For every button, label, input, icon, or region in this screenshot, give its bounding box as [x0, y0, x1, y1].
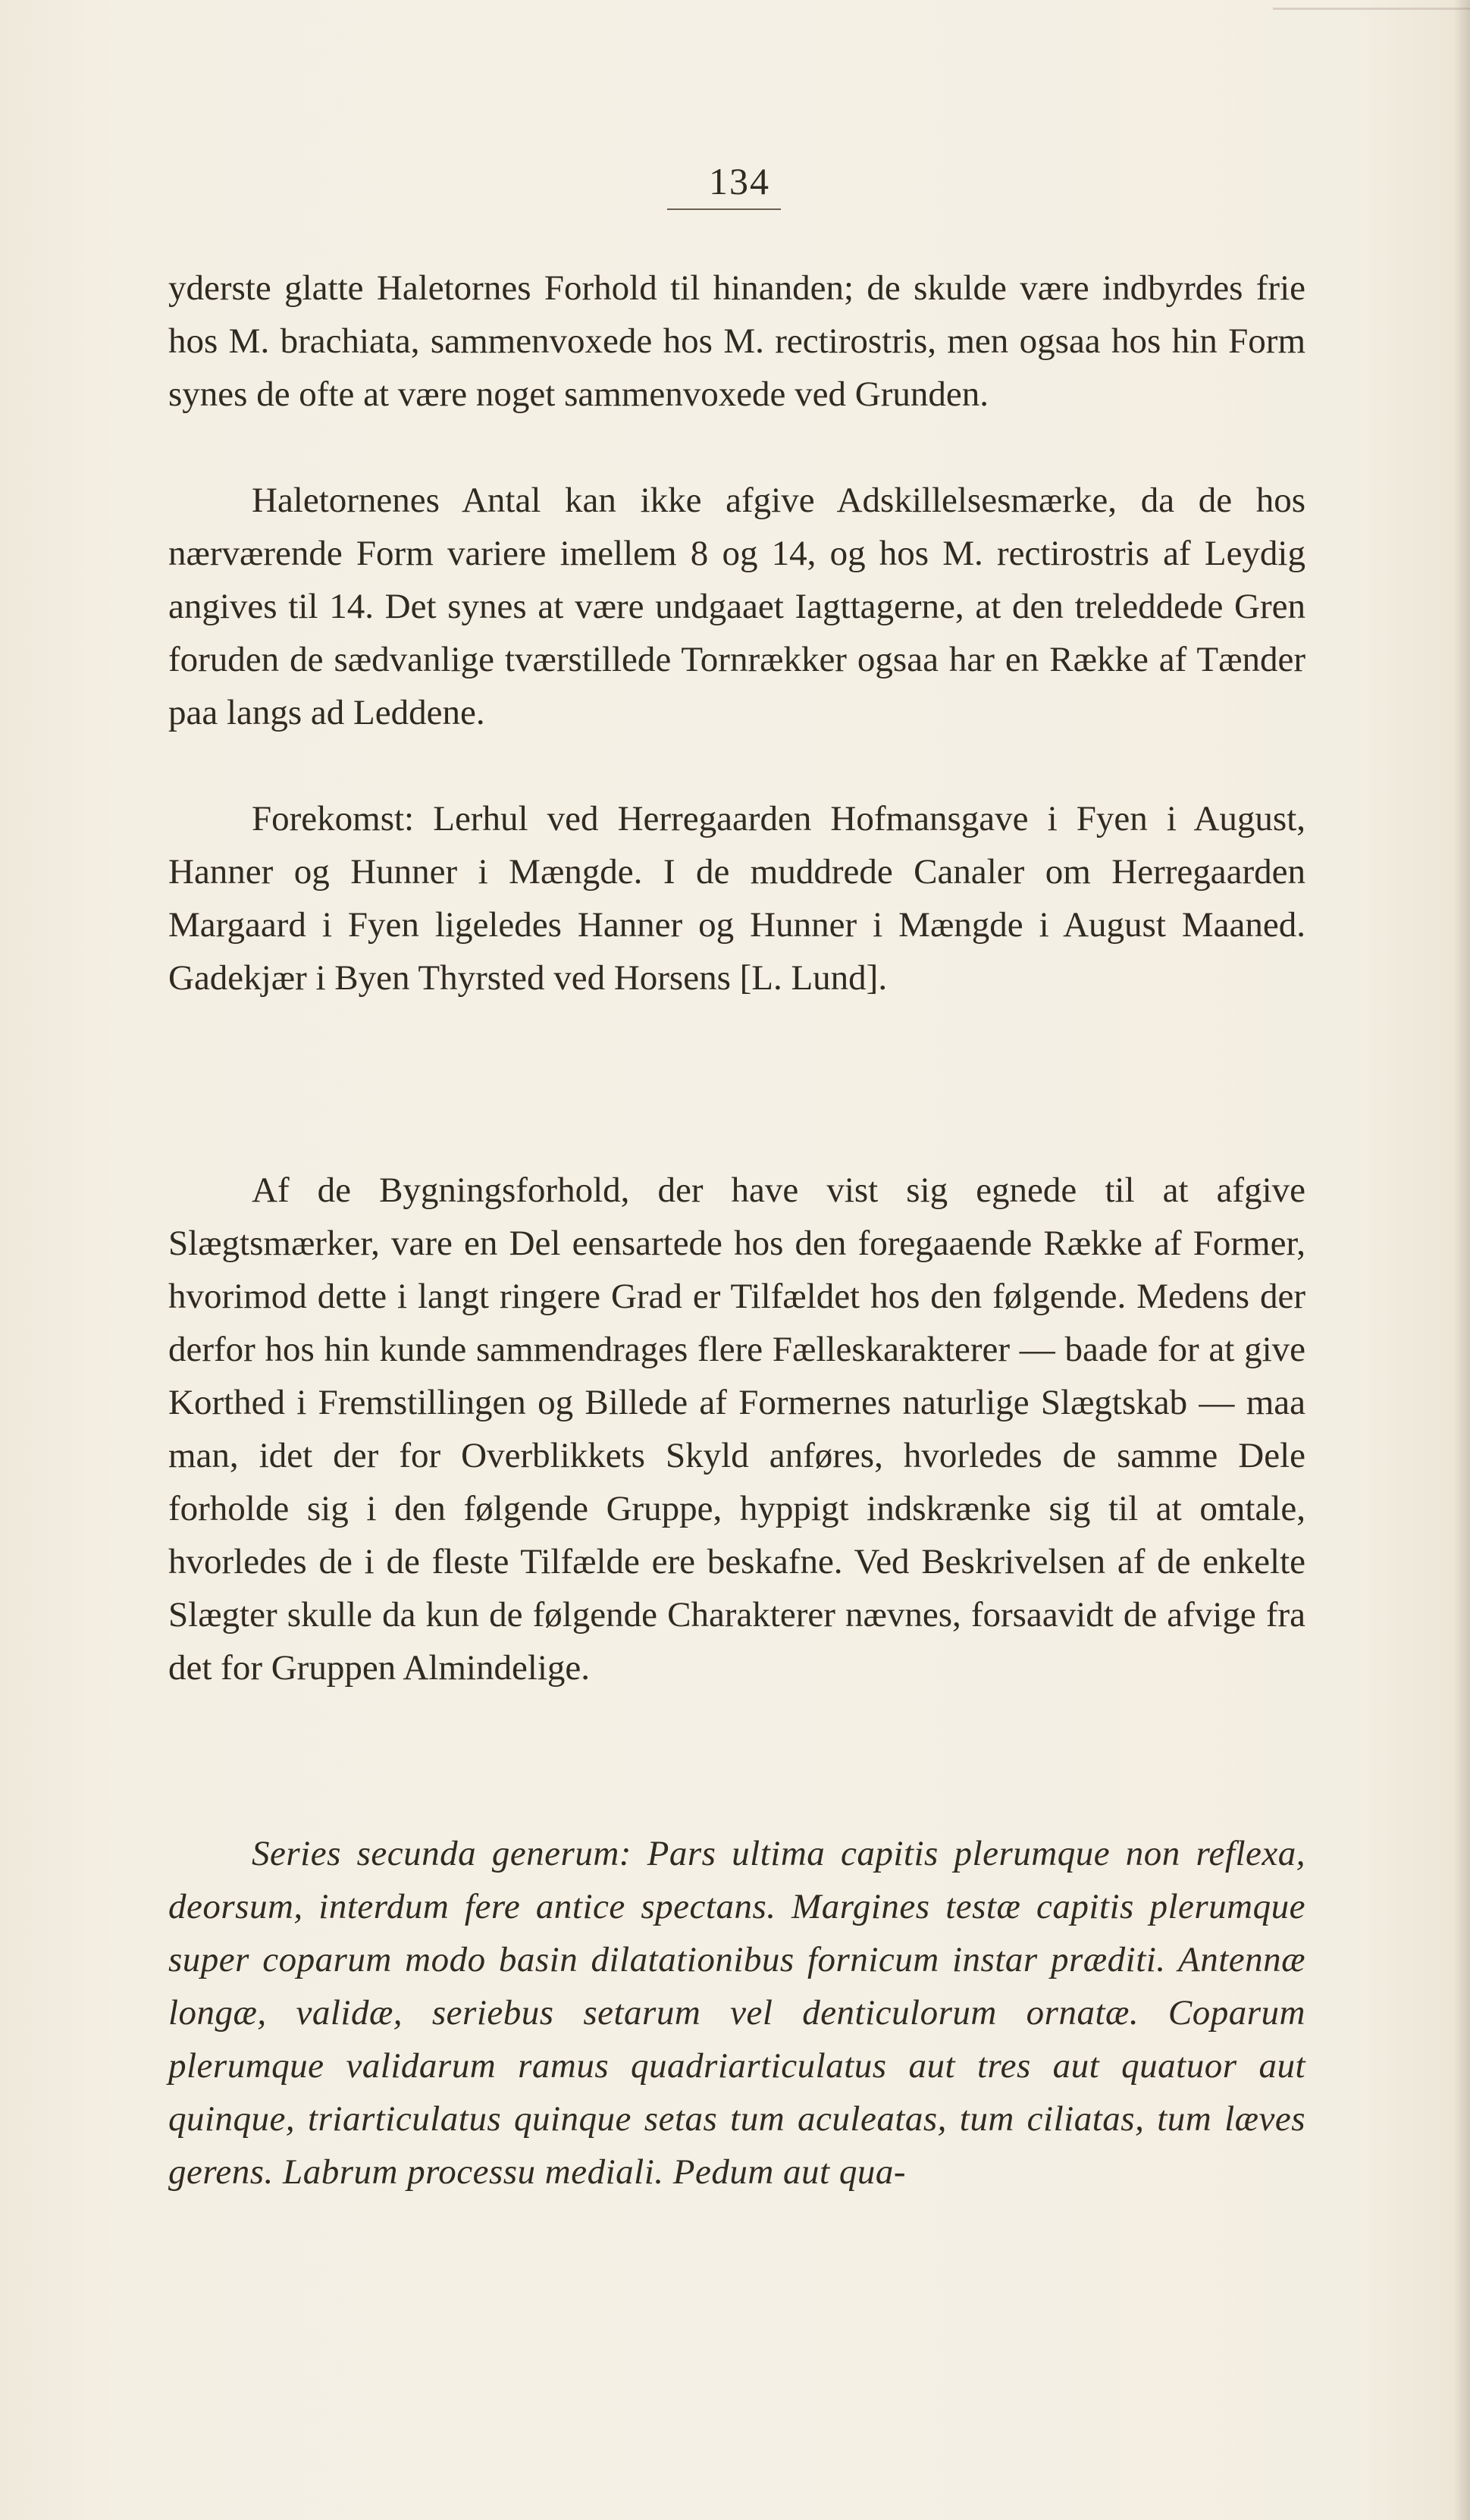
- paragraph-text: Forekomst: Lerhul ved Herregaarden Hofmansgave i Fyen i August, Hanner og Hunner i Mængde. I de muddrede Canaler om Herregaarden Margaard i Fyen ligeledes Hanner og Hunner i Mængde i August Maaned. Gadekjær i Byen Thyrsted ved Horsens [L. Lund].: [168, 799, 1305, 998]
- paragraph-text: Af de Bygningsforhold, der have vist sig egnede til at afgive Slægtsmærker, vare en Del eensartede hos den foregaaende Række af Former, hvorimod dette i langt ringere Grad er Tilfældet hos den følgende. Medens der derfor hos hin kunde sammendrages flere Fælleskarakterer — baade for at give Korthed i Fremstillingen og Billede af Formernes naturlige Slægtskab — maa man, idet der for Overblikkets Skyld anføres, hvorledes de samme Dele forholde sig i den følgende Gruppe, hyppigt indskrænke sig til at omtale, hvorledes de i de fleste Tilfælde ere beskafne. Ved Beskrivelsen af de enkelte Slægter skulle da kun de følgende Charakterer nævnes, forsaavidt de afvige fra det for Gruppen Almindelige.: [168, 1171, 1305, 1688]
- page-edge-mark: [1273, 8, 1470, 10]
- paragraph-structure: [168, 1164, 1305, 1694]
- page-number: 134: [709, 160, 770, 202]
- page-number-rule: [667, 208, 781, 210]
- paragraph-continuation: yderste glatte Haletornes Forhold til hinanden; de skulde være indbyrdes frie hos M. brachiata, sammenvoxede hos M. rectirostris, men ogsaa hos hin Form synes de ofte at være noget sammenvoxede ved Grunden.: [168, 268, 1305, 414]
- paragraph-text: Haletornenes Antal kan ikke afgive Adskillelsesmærke, da de hos nærværende Form variere imellem 8 og 14, og hos M. rectirostris af Leydig angives til 14. Det synes at være undgaaet Iagttagerne, at den treleddede Gren foruden de sædvanlige tværstillede Tornrækker ogsaa har en Række af Tænder paa langs ad Leddene.: [168, 481, 1305, 732]
- paragraph-occurrence: [168, 792, 1305, 1005]
- paragraph-tail-spines: [168, 474, 1305, 739]
- paragraph-latin-series: [168, 1827, 1305, 2199]
- page-edge-shadow: [1453, 0, 1470, 2520]
- paragraph-text: Series secunda generum: Pars ultima capitis plerumque non reflexa, deorsum, interdum fere antice spectans. Margines testæ capitis plerumque super coparum modo basin dilatationibus fornicum instar præditi. Antennæ longæ, validæ, seriebus setarum vel denticulorum ornatæ. Coparum plerumque validarum ramus quadriarticulatus aut tres aut quatuor aut quinque, triarticulatus quinque setas tum aculeatas, tum ciliatas, tum læves gerens. Labrum processu mediali. Pedum aut qua-: [168, 1834, 1305, 2192]
